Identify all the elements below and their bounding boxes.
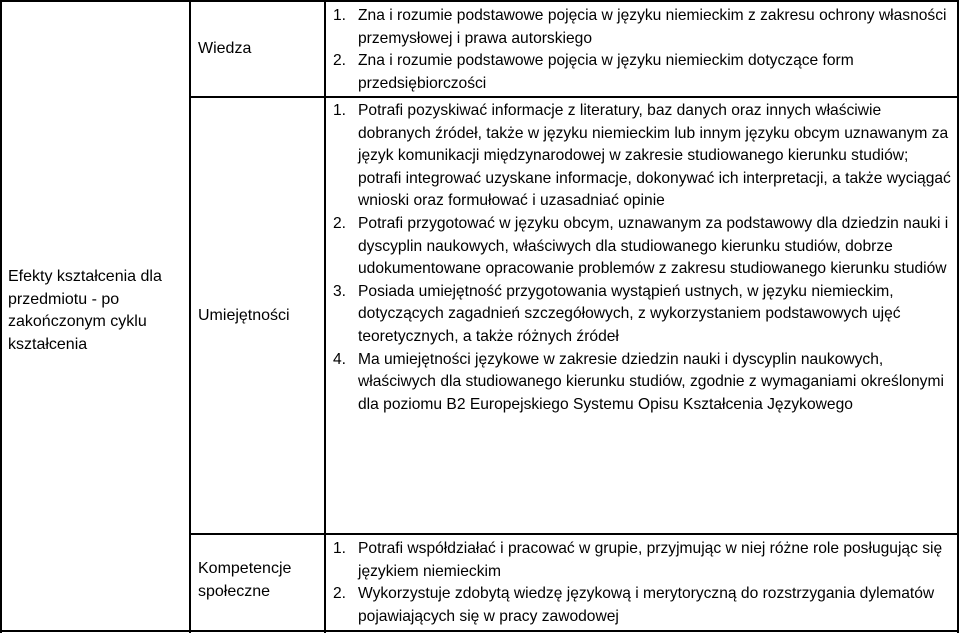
table-border-left [0, 0, 2, 633]
item-number: 1. [333, 7, 347, 24]
category-wiedza: Wiedza [198, 40, 252, 57]
item-number: 3. [333, 282, 347, 300]
item-text: Zna i rozumie podstawowe pojęcia w języku niemieckim z zakresu ochrony własności przemysłowej i prawa autorskiego [358, 7, 947, 47]
item-number: 2. [333, 52, 347, 70]
row-divider-1 [189, 96, 959, 98]
table-border-top [0, 0, 959, 2]
list-item [333, 5, 953, 50]
item-number: 1. [333, 540, 347, 557]
list-item [333, 100, 953, 213]
table-border-right [957, 0, 959, 633]
item-text: Potrafi współdziałać i pracować w grupie, przyjmując w niej różne role posługując się językiem niemieckim [358, 540, 943, 580]
item-number: 1. [333, 102, 347, 119]
main-label: Efekty kształcenia dla przedmiotu - po zakończonym cyklu kształcenia [8, 268, 162, 353]
item-text: Ma umiejętności językowe w zakresie dziedzin nauki i dyscyplin naukowych, właściwych dla studiowanego kierunku studiów, zgodnie z wymaganiami określonymi dla poziomu B2 Europejskiego Systemu Opisu Kształcenia Językowego [358, 350, 944, 413]
list-item [333, 349, 953, 417]
category-umiejetnosci: Umiejętności [198, 307, 290, 324]
item-text: Potrafi przygotować w języku obcym, uznawanym za podstawowy dla dziedzin nauki i dyscyplin naukowych, właściwych dla studiowanego kierunku studiów, dobrze udokumentowane opracowanie problemów z zakresu studiowanego kierunku studiów [358, 214, 949, 278]
item-number: 2. [333, 585, 347, 603]
row-divider-2 [189, 533, 959, 535]
list-item [333, 538, 953, 583]
item-text: Posiada umiejętność przygotowania wystąpień ustnych, w języku niemieckim, dotyczących zagadnień szczegółowych, z wykorzystaniem podstawowych ujęć teoretycznych, a także różnych źródeł [358, 282, 901, 345]
table-border-bottom [0, 630, 959, 632]
item-text: Potrafi pozyskiwać informacje z literatury, baz danych oraz innych właściwie dobranych źródeł, także w języku niemieckim lub innym języku obcym uznawanym za język komunikacji międzynarodowej w zakresie studiowanego kierunku studiów; potrafi integrować uzyskane informacje, dokonywać ich interpretacji, a także wyciągać wnioski oraz formułować i uzasadniać opinie [358, 102, 951, 210]
list-item [333, 281, 953, 349]
list-item [333, 50, 953, 95]
item-number: 2. [333, 214, 347, 232]
column-divider-1 [189, 0, 191, 633]
content-kompetencje-spoleczne [333, 538, 953, 628]
item-number: 4. [333, 350, 347, 368]
list-item [333, 213, 953, 281]
content-wiedza [333, 5, 953, 95]
column-divider-2 [324, 0, 326, 633]
item-text: Zna i rozumie podstawowe pojęcia w języku niemieckim dotyczące form przedsiębiorczości [358, 52, 854, 92]
category-kompetencje-spoleczne: Kompetencje społeczne [198, 560, 292, 600]
list-item [333, 583, 953, 628]
content-umiejetnosci [333, 100, 953, 416]
item-text: Wykorzystuje zdobytą wiedzę językową i merytoryczną do rozstrzygania dylematów pojawiających się w pracy zawodowej [358, 585, 935, 625]
